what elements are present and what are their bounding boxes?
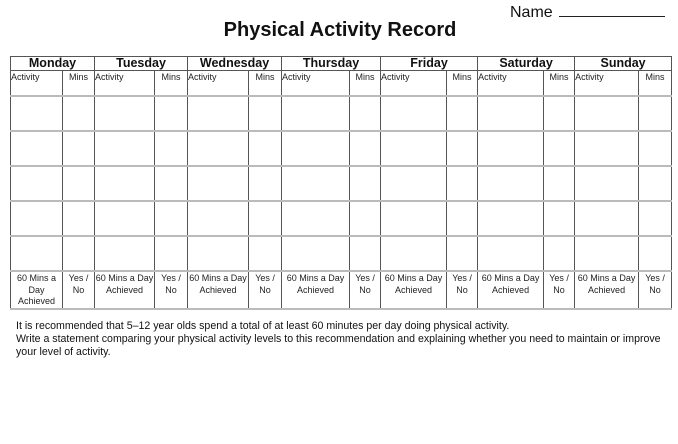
yes-no-choice[interactable]: Yes / No: [544, 271, 575, 309]
mins-header: Mins: [350, 71, 381, 97]
mins-header: Mins: [249, 71, 282, 97]
activity-cell[interactable]: [188, 166, 249, 201]
activity-cell[interactable]: [381, 131, 447, 166]
mins-cell[interactable]: [544, 166, 575, 201]
activity-cell[interactable]: [95, 166, 155, 201]
activity-cell[interactable]: [381, 96, 447, 131]
yes-no-choice[interactable]: Yes / No: [639, 271, 672, 309]
mins-header: Mins: [63, 71, 95, 97]
mins-cell[interactable]: [350, 166, 381, 201]
mins-cell[interactable]: [639, 201, 672, 236]
activity-cell[interactable]: [381, 236, 447, 271]
activity-cell[interactable]: [575, 236, 639, 271]
table-row: [11, 166, 672, 201]
mins-cell[interactable]: [447, 201, 478, 236]
achieved-row: [11, 271, 672, 309]
name-label: Name: [510, 4, 553, 21]
mins-header: Mins: [447, 71, 478, 97]
achieved-label: 60 Mins a Day Achieved: [188, 271, 249, 309]
achieved-label: 60 Mins a Day Achieved: [11, 271, 63, 309]
activity-cell[interactable]: [381, 166, 447, 201]
mins-cell[interactable]: [447, 166, 478, 201]
activity-cell[interactable]: [188, 201, 249, 236]
yes-no-choice[interactable]: Yes / No: [155, 271, 188, 309]
activity-record-table: [10, 56, 672, 310]
activity-cell[interactable]: [188, 131, 249, 166]
activity-header: Activity: [381, 71, 447, 97]
activity-cell[interactable]: [11, 201, 63, 236]
mins-cell[interactable]: [639, 166, 672, 201]
activity-cell[interactable]: [95, 201, 155, 236]
mins-header: Mins: [639, 71, 672, 97]
mins-cell[interactable]: [249, 201, 282, 236]
yes-no-choice[interactable]: Yes / No: [249, 271, 282, 309]
activity-cell[interactable]: [282, 131, 350, 166]
mins-cell[interactable]: [63, 96, 95, 131]
yes-no-choice[interactable]: Yes / No: [63, 271, 95, 309]
activity-cell[interactable]: [95, 96, 155, 131]
table-row: [11, 131, 672, 166]
achieved-label: 60 Mins a Day Achieved: [575, 271, 639, 309]
mins-cell[interactable]: [447, 236, 478, 271]
mins-cell[interactable]: [544, 201, 575, 236]
activity-cell[interactable]: [575, 131, 639, 166]
activity-header: Activity: [95, 71, 155, 97]
mins-cell[interactable]: [249, 236, 282, 271]
mins-cell[interactable]: [155, 96, 188, 131]
mins-cell[interactable]: [544, 131, 575, 166]
activity-cell[interactable]: [478, 131, 544, 166]
table-row: [11, 236, 672, 271]
yes-no-choice[interactable]: Yes / No: [350, 271, 381, 309]
mins-cell[interactable]: [63, 131, 95, 166]
sub-header-row: [11, 71, 672, 97]
mins-cell[interactable]: [155, 236, 188, 271]
achieved-label: 60 Mins a Day Achieved: [95, 271, 155, 309]
recommendation-text: It is recommended that 5–12 year olds spend a total of at least 60 minutes per day doing physical activity.: [16, 320, 510, 332]
activity-cell[interactable]: [11, 96, 63, 131]
activity-cell[interactable]: [188, 236, 249, 271]
mins-cell[interactable]: [350, 201, 381, 236]
day-header-thursday: Thursday: [282, 57, 381, 71]
day-header-saturday: Saturday: [478, 57, 575, 71]
activity-cell[interactable]: [478, 96, 544, 131]
mins-header: Mins: [544, 71, 575, 97]
mins-cell[interactable]: [350, 236, 381, 271]
day-header-wednesday: Wednesday: [188, 57, 282, 71]
activity-cell[interactable]: [95, 131, 155, 166]
activity-header: Activity: [575, 71, 639, 97]
table-row: [11, 201, 672, 236]
activity-cell[interactable]: [282, 166, 350, 201]
activity-cell[interactable]: [282, 201, 350, 236]
mins-cell[interactable]: [249, 96, 282, 131]
achieved-label: 60 Mins a Day Achieved: [478, 271, 544, 309]
activity-header: Activity: [478, 71, 544, 97]
day-header-row: [11, 57, 672, 71]
mins-cell[interactable]: [63, 201, 95, 236]
activity-cell[interactable]: [11, 236, 63, 271]
instructions: [16, 320, 666, 360]
activity-cell[interactable]: [381, 201, 447, 236]
activity-cell[interactable]: [11, 166, 63, 201]
activity-cell[interactable]: [188, 96, 249, 131]
mins-cell[interactable]: [350, 131, 381, 166]
day-header-sunday: Sunday: [575, 57, 672, 71]
day-header-monday: Monday: [11, 57, 95, 71]
page-title: Physical Activity Record: [223, 19, 457, 41]
activity-cell[interactable]: [478, 201, 544, 236]
mins-cell[interactable]: [155, 201, 188, 236]
mins-cell[interactable]: [544, 96, 575, 131]
activity-cell[interactable]: [282, 236, 350, 271]
mins-header: Mins: [155, 71, 188, 97]
day-header-tuesday: Tuesday: [95, 57, 188, 71]
mins-cell[interactable]: [63, 236, 95, 271]
activity-cell[interactable]: [575, 96, 639, 131]
mins-cell[interactable]: [63, 166, 95, 201]
name-blank-line[interactable]: [559, 2, 665, 17]
achieved-label: 60 Mins a Day Achieved: [282, 271, 350, 309]
mins-cell[interactable]: [155, 131, 188, 166]
activity-cell[interactable]: [575, 166, 639, 201]
yes-no-choice[interactable]: Yes / No: [447, 271, 478, 309]
mins-cell[interactable]: [249, 131, 282, 166]
mins-cell[interactable]: [639, 96, 672, 131]
activity-cell[interactable]: [282, 96, 350, 131]
mins-cell[interactable]: [350, 96, 381, 131]
activity-cell[interactable]: [478, 166, 544, 201]
activity-header: Activity: [11, 71, 63, 97]
activity-cell[interactable]: [11, 131, 63, 166]
mins-cell[interactable]: [249, 166, 282, 201]
task-text: Write a statement comparing your physical activity levels to this recommendation and explaining whether you need to maintain or improve your level of activity.: [16, 333, 661, 359]
activity-cell[interactable]: [478, 236, 544, 271]
day-header-friday: Friday: [381, 57, 478, 71]
mins-cell[interactable]: [447, 131, 478, 166]
achieved-label: 60 Mins a Day Achieved: [381, 271, 447, 309]
table-row: [11, 96, 672, 131]
mins-cell[interactable]: [544, 236, 575, 271]
activity-header: Activity: [282, 71, 350, 97]
mins-cell[interactable]: [639, 131, 672, 166]
mins-cell[interactable]: [155, 166, 188, 201]
mins-cell[interactable]: [447, 96, 478, 131]
activity-header: Activity: [188, 71, 249, 97]
mins-cell[interactable]: [639, 236, 672, 271]
activity-cell[interactable]: [575, 201, 639, 236]
activity-cell[interactable]: [95, 236, 155, 271]
